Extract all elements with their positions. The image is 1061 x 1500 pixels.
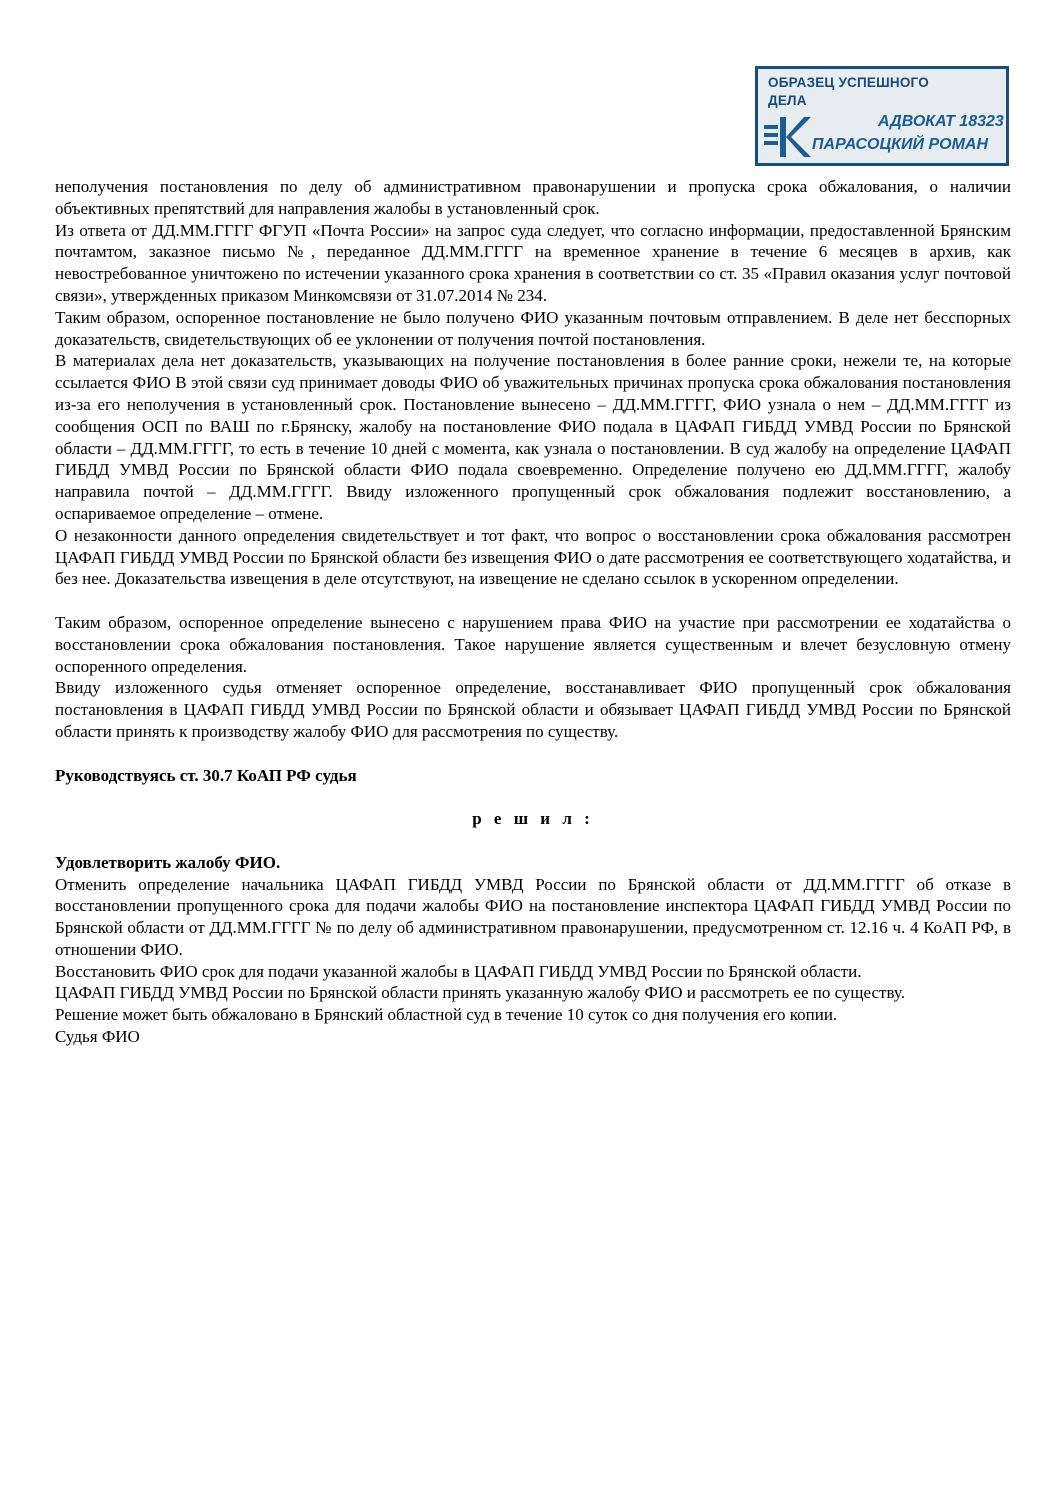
paragraph-2: Из ответа от ДД.ММ.ГГГГ ФГУП «Почта России» на запрос суда следует, что согласно информации, предоставленной Брянским почтамтом, заказное письмо №, переданное ДД.ММ.ГГГГ на временное хранение в течение 6 месяцев в архив, как невостребованное уничтожено по истечении указанного срока хранения в соответствии со ст. 35 «Правил оказания услуг почтовой связи», утвержденных приказом Минкомсвязи от 31.07.2014 № 234. [55, 220, 1011, 305]
logo-line-4: ПАРАСОЦКИЙ РОМАН [812, 136, 988, 153]
paragraph-6: Таким образом, оспоренное определение вынесено с нарушением права ФИО на участие при рассмотрении ее ходатайства о восстановлении срока обжалования постановления. Такое нарушение является существенным и влечет безусловную отмену оспоренного определения. [55, 612, 1011, 676]
ruling-2: Восстановить ФИО срок для подачи указанной жалобы в ЦАФАП ГИБДД УМВД России по Брянской области. [55, 961, 862, 981]
ruling-4: Решение может быть обжаловано в Брянский областной суд в течение 10 суток со дня получения его копии. [55, 1005, 838, 1025]
logo-line-1: ОБРАЗЕЦ УСПЕШНОГО [768, 75, 929, 90]
paragraph-4: В материалах дела нет доказательств, указывающих на получение постановления в более ранние сроки, нежели те, на которые ссылается ФИО В этой связи суд принимает доводы ФИО об уважительных причинах пропуска срока обжалования постановления из-за его неполучения в установленный срок. Постановление вынесено – ДД.ММ.ГГГГ, ФИО узнала о нем – ДД.ММ.ГГГГ из сообщения ОСП по ВАШ по г.Брянску, жалобу на постановление ФИО подала в ЦАФАП ГИБДД УМВД России по Брянской области – ДД.ММ.ГГГГ, то есть в течение 10 дней с момента, как узнала о постановлении. В суд жалобу на определение ЦАФАП ГИБДД УМВД России по Брянской области ФИО подала своевременно. Определение получено ею ДД.ММ.ГГГГ, жалобу направила почтой – ДД.ММ.ГГГГ. Ввиду изложенного пропущенный срок обжалования подлежит восстановлению, а оспариваемое определение – отмене. [55, 351, 1011, 523]
logo-line-3: АДВОКАТ 18323 [878, 113, 1004, 130]
ruling-1: Отменить определение начальника ЦАФАП ГИБДД УМВД России по Брянской области от ДД.ММ.ГГГГ об отказе в восстановлении пропущенного срока для подачи жалобы ФИО на постановление инспектора ЦАФАП ГИБДД УМВД России по Брянской области от ДД.ММ.ГГГГ № по делу об административном правонарушении, предусмотренном ст. 12.16 ч. 4 КоАП РФ, в отношении ФИО. [55, 874, 1011, 959]
paragraph-3: Таким образом, оспоренное постановление не было получено ФИО указанным почтовым отправлением. В деле нет бесспорных доказательств, свидетельствующих об ее уклонении от получения почтой постановления. [55, 307, 1011, 349]
paragraph-7: Ввиду изложенного судья отменяет оспоренное определение, восстанавливает ФИО пропущенный срок обжалования постановления в ЦАФАП ГИБДД УМВД России по Брянской области и обязывает ЦАФАП ГИБДД УМВД России по Брянской области принять к производству жалобу ФИО для рассмотрения по существу. [55, 678, 1011, 741]
decision-heading: р е ш и л : [472, 809, 594, 829]
document-body [55, 176, 1011, 1048]
ruling-3: ЦАФАП ГИБДД УМВД России по Брянской области принять указанную жалобу ФИО и рассмотреть ее по существу. [55, 983, 905, 1003]
logo-line-2: ДЕЛА [768, 93, 807, 108]
judge-signature: Судья ФИО [55, 1027, 140, 1047]
watermark-logo [755, 66, 1009, 166]
law-firm-emblem-icon [764, 115, 812, 159]
paragraph-1: неполучения постановления по делу об административном правонарушении и пропуска срока обжалования, о наличии объективных препятствий для направления жалобы в установленный срок. [55, 177, 1011, 218]
satisfy-complaint: Удовлетворить жалобу ФИО. [55, 852, 281, 872]
paragraph-5: О незаконности данного определения свидетельствует и тот факт, что вопрос о восстановлении срока обжалования рассмотрен ЦАФАП ГИБДД УМВД России по Брянской области без извещения ФИО о дате рассмотрения ее соответствующего ходатайства, и без нее. Доказательства извещения в деле отсутствуют, на извещение не сделано ссылок в ускоренном определении. [55, 525, 1011, 589]
guided-statement: Руководствуясь ст. 30.7 КоАП РФ судья [55, 765, 357, 785]
